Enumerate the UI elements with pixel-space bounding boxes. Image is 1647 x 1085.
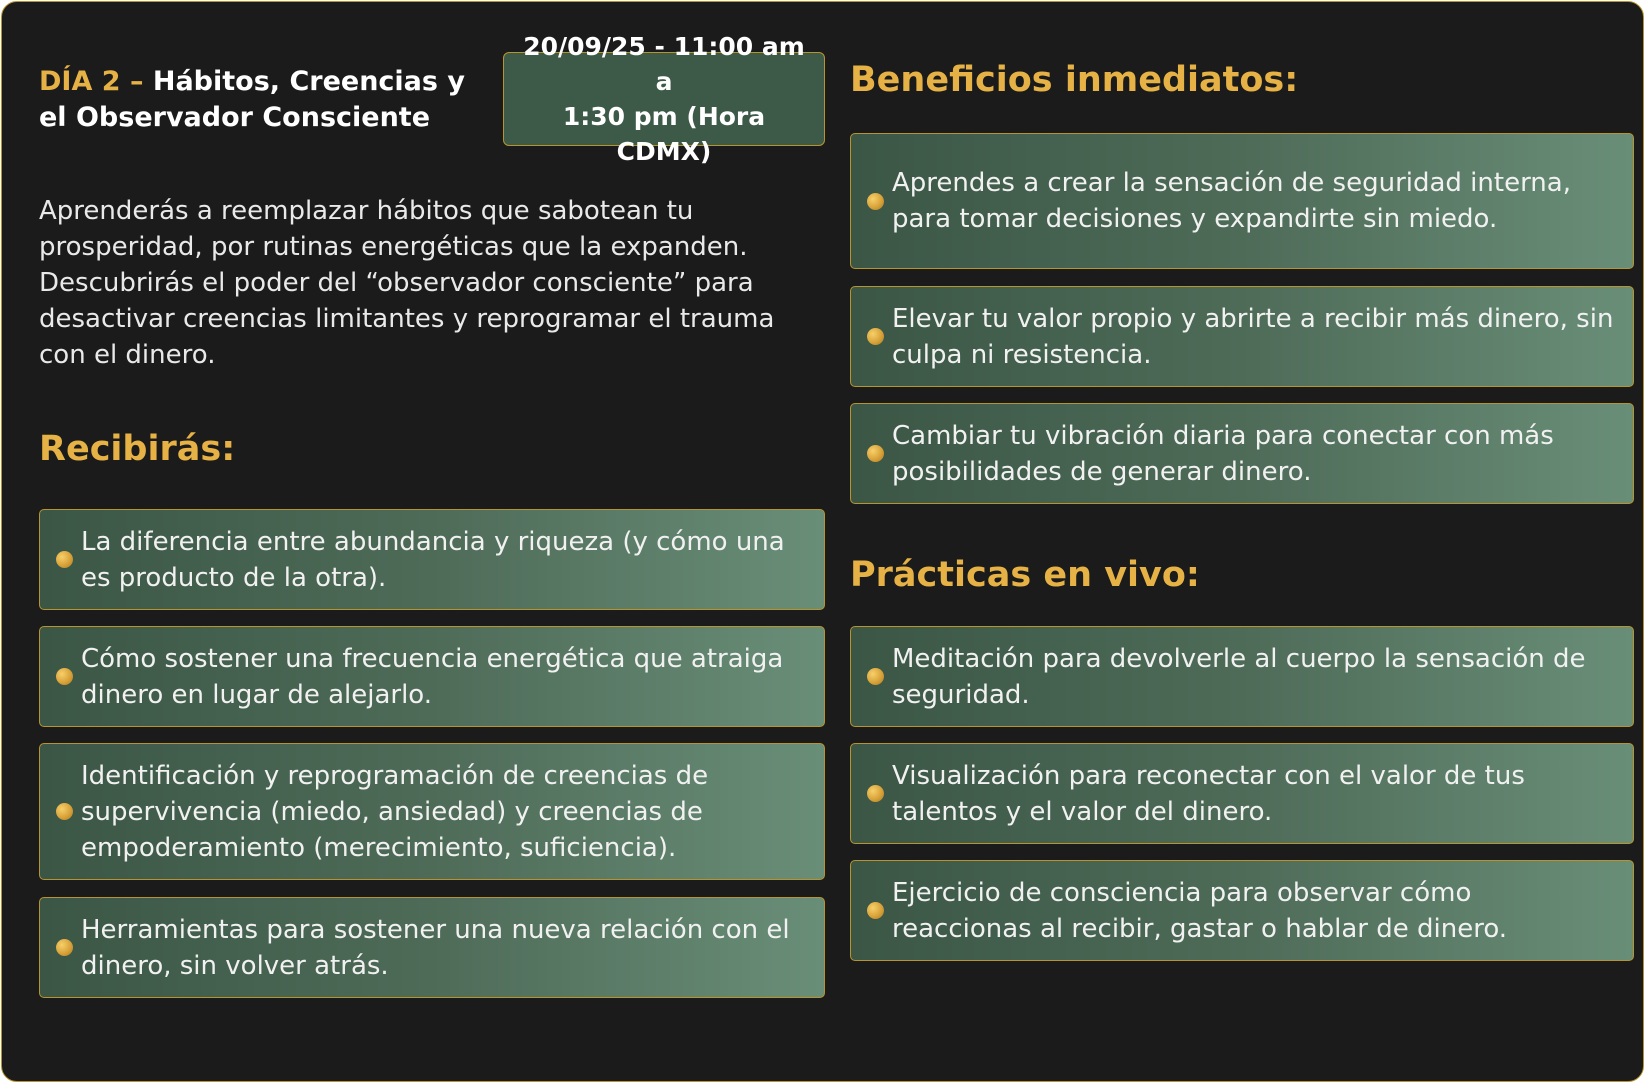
item-text: Cambiar tu vibración diaria para conectar con más posibilidades de generar dinero. (892, 420, 1554, 487)
beneficios-heading: Beneficios inmediatos: (850, 60, 1299, 100)
bullet-icon (56, 939, 73, 956)
beneficios-item (850, 403, 1634, 504)
beneficios-item (850, 133, 1634, 269)
item-text: Visualización para reconectar con el valor de tus talentos y el valor del dinero. (892, 760, 1525, 827)
recibiras-item (39, 509, 825, 610)
recibiras-item (39, 626, 825, 727)
bullet-icon (867, 785, 884, 802)
bullet-icon (56, 668, 73, 685)
beneficios-item (850, 286, 1634, 387)
intro-paragraph: Aprenderás a reemplazar hábitos que sabotean tu prosperidad, por rutinas energéticas que la expanden. Descubrirás el poder del “observador consciente” para desactivar creencias limitantes y reprogramar el trauma con el dinero. (39, 196, 775, 370)
practicas-item (850, 860, 1634, 961)
bullet-icon (56, 803, 73, 820)
bullet-icon (867, 193, 884, 210)
item-text: Cómo sostener una frecuencia energética que atraiga dinero en lugar de alejarlo. (81, 643, 784, 710)
bullet-icon (56, 551, 73, 568)
day-title (39, 64, 489, 136)
item-text: Herramientas para sostener una nueva relación con el dinero, sin volver atrás. (81, 914, 790, 981)
recibiras-heading: Recibirás: (39, 429, 236, 469)
item-text: Aprendes a crear la sensación de seguridad interna, para tomar decisiones y expandirte sin miedo. (892, 168, 1571, 234)
bullet-icon (867, 445, 884, 462)
item-text: Ejercicio de consciencia para observar cómo reaccionas al recibir, gastar o hablar de dinero. (892, 877, 1508, 944)
item-text: Elevar tu valor propio y abrirte a recibir más dinero, sin culpa ni resistencia. (892, 303, 1614, 370)
day-label: DÍA 2 – (39, 66, 144, 97)
practicas-item (850, 626, 1634, 727)
date-line-2: 1:30 pm (Hora CDMX) (562, 102, 766, 166)
bullet-icon (867, 328, 884, 345)
practicas-item (850, 743, 1634, 844)
item-text: Meditación para devolverle al cuerpo la sensación de seguridad. (892, 643, 1586, 710)
day-card (1, 1, 1644, 1082)
date-badge (503, 32, 825, 166)
recibiras-item (39, 897, 825, 998)
recibiras-item (39, 743, 825, 880)
practicas-heading: Prácticas en vivo: (850, 555, 1200, 595)
item-text: Identificación y reprogramación de creencias de supervivencia (miedo, ansiedad) y creencias de empoderamiento (merecimiento, suficiencia). (81, 760, 709, 863)
item-text: La diferencia entre abundancia y riqueza (y cómo una es producto de la otra). (81, 526, 785, 593)
date-line-1: 20/09/25 - 11:00 am a (523, 32, 805, 96)
bullet-icon (867, 668, 884, 685)
day-title-text: Hábitos, Creencias y el Observador Consciente (39, 66, 465, 133)
bullet-icon (867, 902, 884, 919)
